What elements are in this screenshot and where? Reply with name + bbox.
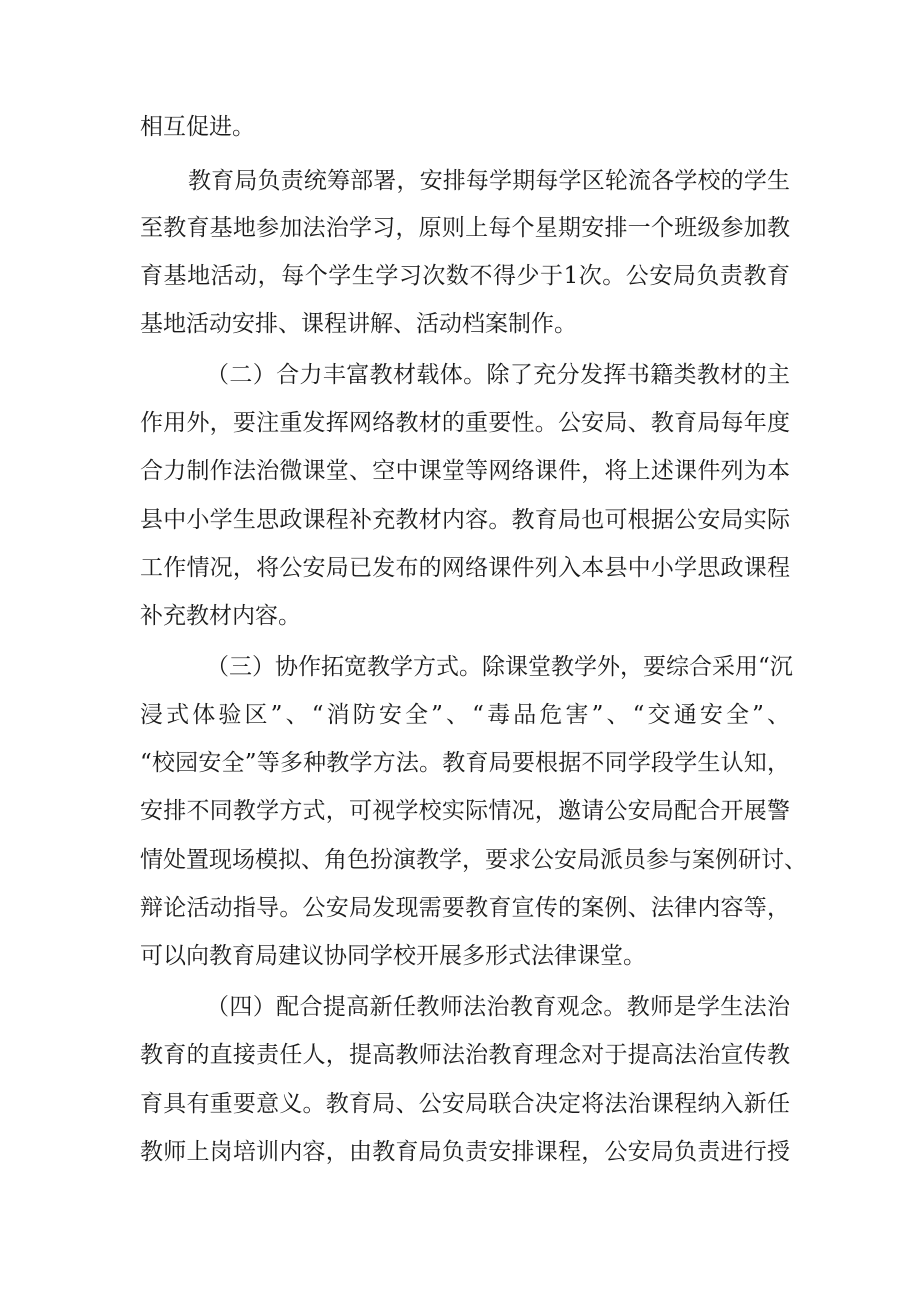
text-line: 教育局负责统筹部署，安排每学期每学区轮流各学校的学生	[188, 168, 790, 194]
text-line: 育具有重要意义。教育局、公安局联合决定将法治课程纳入新任	[140, 1091, 790, 1117]
text-line: （四）配合提高新任教师法治教育观念。教师是学生法治	[206, 994, 790, 1020]
text-line: 合力制作法治微课堂、空中课堂等网络课件，将上述课件列为本	[140, 458, 790, 484]
text-line: 教育的直接责任人，提高教师法治教育理念对于提高法治宣传教	[140, 1042, 790, 1068]
text-line: 可以向教育局建议协同学校开展多形式法律课堂。	[140, 943, 646, 969]
text-line: 至教育基地参加法治学习，原则上每个星期安排一个班级参加教	[140, 215, 790, 241]
text-line: “校园安全”等多种教学方法。教育局要根据不同学段学生认知，	[140, 750, 790, 776]
text-line: 教师上岗培训内容，由教育局负责安排课程，公安局负责进行授	[140, 1139, 790, 1165]
text-line: 相互促进。	[140, 114, 255, 140]
text-line: （二）合力丰富教材载体。除了充分发挥书籍类教材的主	[206, 362, 790, 388]
text-line: 基地活动安排、课程讲解、活动档案制作。	[140, 311, 577, 337]
text-line: 育基地活动，每个学生学习次数不得少于1次。公安局负责教育	[140, 263, 790, 289]
text-line: 县中小学生思政课程补充教材内容。教育局也可根据公安局实际	[140, 507, 790, 533]
text-line: 补充教材内容。	[140, 603, 301, 629]
text-line: 安排不同教学方式，可视学校实际情况，邀请公安局配合开展警	[140, 798, 790, 824]
text-line: 情处置现场模拟、角色扮演教学，要求公安局派员参与案例研讨、	[140, 847, 807, 873]
text-line: 辩论活动指导。公安局发现需要教育宣传的案例、法律内容等，	[140, 895, 790, 921]
text-line: 工作情况，将公安局已发布的网络课件列入本县中小学思政课程	[140, 555, 790, 581]
text-line: （三）协作拓宽教学方式。除课堂教学外，要综合采用“沉	[206, 654, 793, 680]
text-line: 作用外，要注重发挥网络教材的重要性。公安局、教育局每年度	[140, 410, 790, 436]
text-line: 浸式体验区”、“消防安全”、“毒品危害”、“交通安全”、	[140, 702, 790, 728]
